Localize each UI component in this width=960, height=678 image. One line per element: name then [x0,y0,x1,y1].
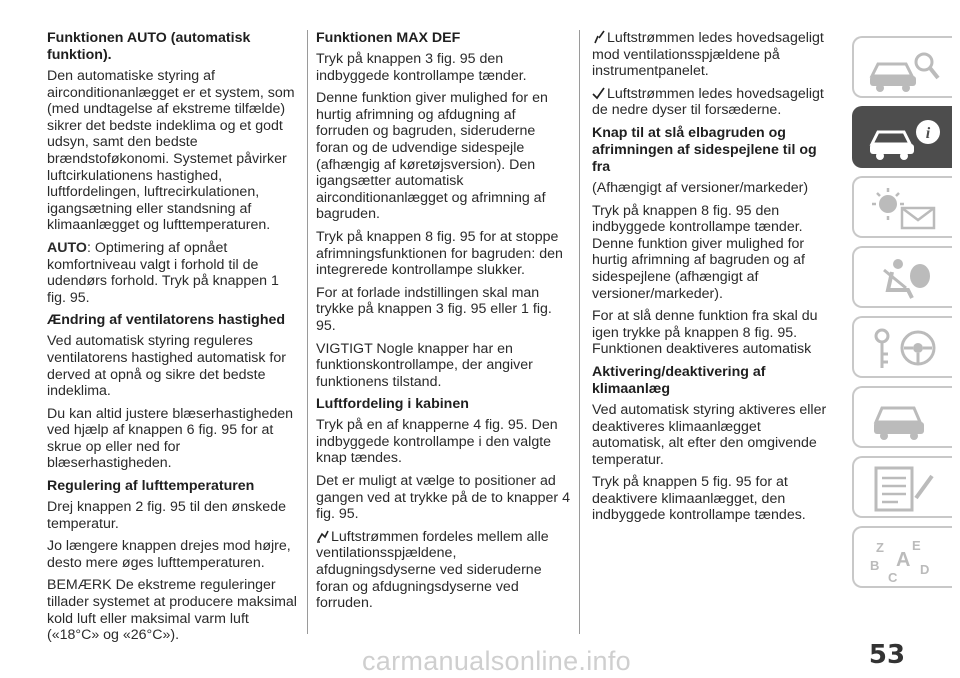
airflow-dash-icon [592,30,605,44]
svg-text:E: E [912,538,921,553]
airflow-all-icon [316,529,329,543]
column-divider-2 [579,30,580,634]
column-divider-1 [307,30,308,634]
paragraph-rear-1: (Afhængigt af versioner/markeder) [592,179,809,196]
heading-auto: Funktionen AUTO (automatisk funktion). [47,30,251,63]
paragraph-dist-1: Tryk på en af knapperne 4 fig. 95. Den indbyggede kontrollampe i den valgte knap tændes. [316,417,558,467]
paragraph-auto-mode [47,240,297,306]
paragraph-dist-2: Det er muligt at vælge to positioner ad gangen ved at trykke på de to knapper 4 fig. 95. [316,473,570,523]
svg-text:C: C [888,570,898,584]
tab-technical-data[interactable] [852,456,952,518]
paragraph-dist-3 [316,529,570,612]
alphabet-index-icon [862,534,948,584]
paragraph-temp-3: BEMÆRK De ekstreme reguleringer tillader systemet at producere maksimal kold luft eller maksimal varm luft («18°C» og «26°C»). [47,577,297,644]
paragraph-ac-1: Ved automatisk styring aktiveres eller deaktiveres klimaanlægget automatisk, alt efter den omgivende temperatur. [592,401,827,468]
paragraph-max-2: Denne funktion giver mulighed for en hurtig afrimning og afdugning af forruden og bagruden, sideruderne foran og de udvendige sidespejle (afhængig af køretøjsversion). Den igangsætter automatisk airconditionanlægget og afrimning af bagruden. [316,90,548,223]
paragraph-rear-2: Tryk på knappen 8 fig. 95 den indbyggede kontrollampe tænder. Denne funktion giver mulighed for hurtig afrimning af bagruden og af sidespejlene (afhængigt af versioner/markeder). [592,202,805,302]
paragraph-fan-1: Ved automatisk styring reguleres ventilatorens hastighed automatisk for derved at opnå og sikre det bedste indeklima. [47,333,286,400]
car-breakdown-icon [862,394,948,444]
heading-ac-toggle: Aktivering/deaktivering af klimaanlæg [592,363,766,397]
heading-air-distribution: Luftfordeling i kabinen [316,396,469,413]
paragraph-flow-2 [592,86,836,119]
warning-light-icon [862,184,948,234]
tab-warning-lights[interactable] [852,176,952,238]
heading-fan-speed: Ændring af ventilatorens hastighed [47,312,286,329]
paragraph-temp-2: Jo længere knappen drejes mod højre, desto mere øges lufttemperaturen. [47,538,291,571]
paragraph-max-3: Tryk på knappen 8 fig. 95 for at stoppe afrimningsfunktionen for bagruden: den integrerede kontrollampe slukker. [316,228,563,279]
tab-index[interactable] [852,526,952,588]
tab-airbag-safety[interactable] [852,246,952,308]
key-steering-icon [862,324,948,374]
paragraph-flow-1 [592,30,836,80]
paragraph-max-4: For at forlade indstillingen skal man trykke på knappen 3 fig. 95 eller 1 fig. 95. [316,284,552,334]
heading-temperature: Regulering af lufttemperaturen [47,478,255,495]
spec-sheet-icon [862,464,948,514]
svg-text:i: i [925,125,931,142]
svg-text:B: B [870,558,880,573]
dist-3-text: Luftstrømmen fordeles mellem alle ventilationsspjældene, afdugningsdyserne ved sideruderne foran og afdugningsdyserne ved forruden. [316,528,549,612]
paragraph-max-5: VIGTIGT Nogle knapper har en funktionskontrollampe, der angiver funktionens tilstand. [316,340,533,390]
chapter-tabs [850,0,960,678]
paragraph-ac-2: Tryk på knappen 5 fig. 95 for at deaktivere klimaanlægget, den indbyggede kontrollampe tændes. [592,474,806,524]
paragraph-auto: Den automatiske styring af airconditionanlægget er et system, som (med undtagelse af ekstreme tilfælde) sikrer det bedste indeklima og et godt udsyn, samt den bedste brændstoføkonomi. Systemet påvirker luftcirkulationens hastighed, luftfordelingen, luftrecirkulationen, igangsætning eller standsning af klimaanlægget og lufttemperaturen. [47,68,295,234]
tab-car-info[interactable] [852,106,952,168]
column-3 [592,30,836,530]
auto-text: : Optimering af opnået komfortniveau valgt i forhold til de udendørs forhold. Tryk på knappen 1 fig. 95. [47,239,279,306]
heading-max-def: Funktionen MAX DEF [316,30,461,46]
page-number: 53 [868,640,906,670]
flow-2-text: Luftstrømmen ledes hovedsageligt de nedre dyser til forsæderne. [592,85,824,119]
paragraph-max-1: Tryk på knappen 3 fig. 95 den indbyggede kontrollampe tænder. [316,51,527,84]
tab-starting-driving[interactable] [852,316,952,378]
auto-label: AUTO [47,239,87,256]
tab-emergency[interactable] [852,386,952,448]
paragraph-rear-3: For at slå denne funktion fra skal du igen trykke på knappen 8 fig. 95. Funktionen deaktiveres automatisk [592,308,818,358]
column-2 [316,30,570,618]
airflow-feet-icon [592,86,605,100]
flow-1-text: Luftstrømmen ledes hovedsageligt mod ventilationsspjældene på instrumentpanelet. [592,30,824,80]
car-search-icon [862,44,948,94]
airbag-seat-icon [862,254,948,304]
tab-car-search[interactable] [852,36,952,98]
car-info-icon [862,114,948,164]
svg-text:A: A [896,549,911,571]
svg-text:Z: Z [876,540,884,555]
svg-text:D: D [920,562,930,577]
paragraph-fan-2: Du kan altid justere blæserhastigheden ved hjælp af knappen 6 fig. 95 for at skrue op eller ned for blæserhastigheden. [47,405,294,472]
heading-rear-defrost: Knap til at slå elbagruden og afrimningen af sidespejlene til og fra [592,124,817,175]
paragraph-temp-1: Drej knappen 2 fig. 95 til den ønskede temperatur. [47,499,286,532]
watermark-text: carmanualsonline.info [362,646,631,676]
column-1 [47,30,297,650]
